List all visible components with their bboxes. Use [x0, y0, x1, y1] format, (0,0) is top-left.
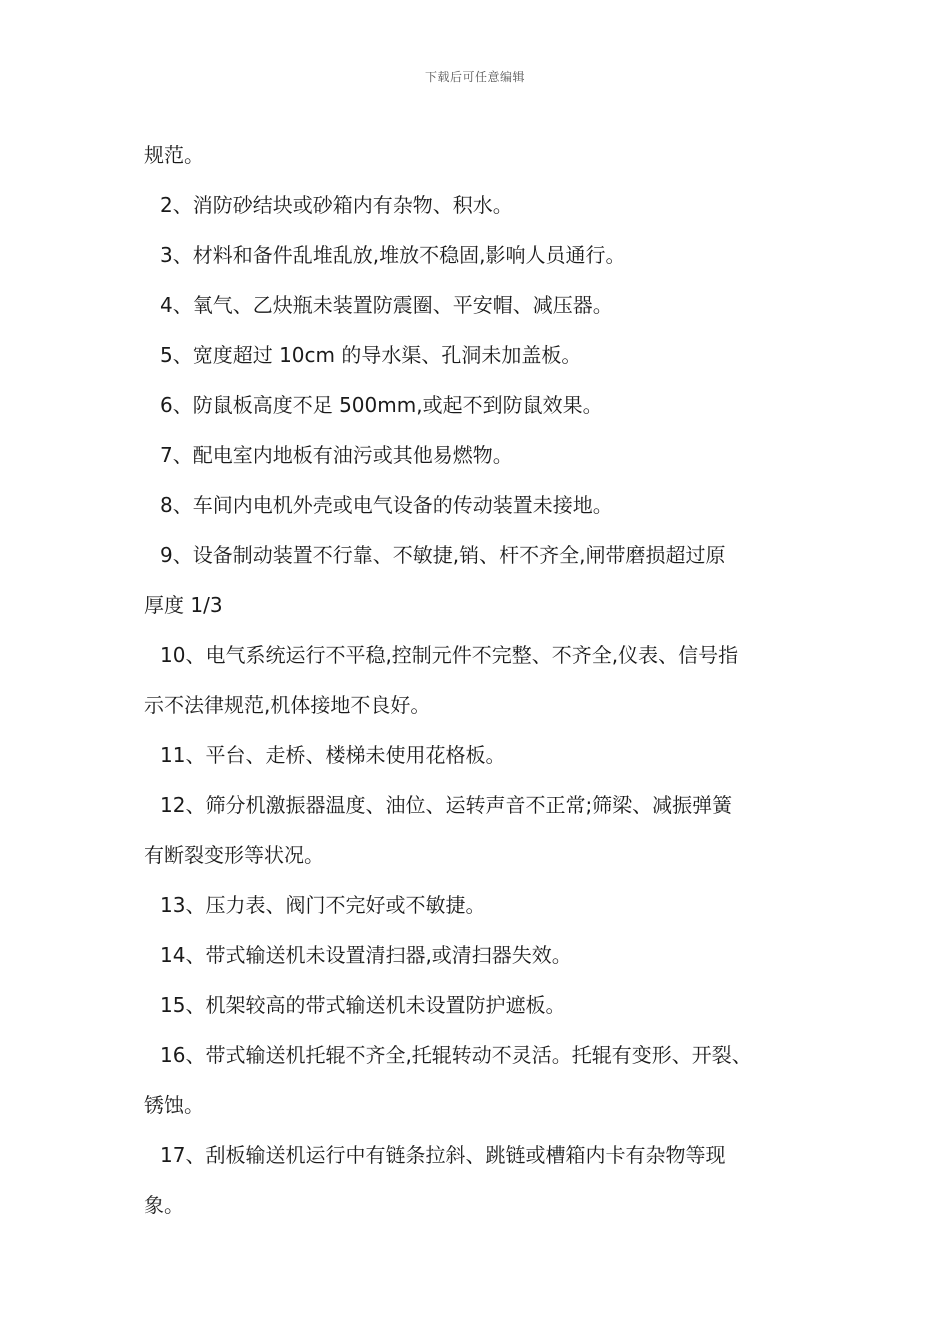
text-line: 规范。 [144, 143, 204, 167]
text-line: 15、机架较高的带式输送机未设置防护遮板。 [160, 993, 566, 1017]
text-line: 象。 [144, 1193, 184, 1217]
text-line: 14、带式输送机未设置清扫器,或清扫器失效。 [160, 943, 572, 967]
text-line: 5、宽度超过 10cm 的导水渠、孔洞未加盖板。 [160, 343, 582, 367]
text-line: 示不法律规范,机体接地不良好。 [144, 693, 431, 717]
text-line: 4、氧气、乙炔瓶未装置防震圈、平安帽、减压器。 [160, 293, 613, 317]
text-line: 3、材料和备件乱堆乱放,堆放不稳固,影响人员通行。 [160, 243, 626, 267]
text-line: 8、车间内电机外壳或电气设备的传动装置未接地。 [160, 493, 613, 517]
text-line: 13、压力表、阀门不完好或不敏捷。 [160, 893, 486, 917]
text-line: 有断裂变形等状况。 [144, 843, 324, 867]
text-line: 16、带式输送机托辊不齐全,托辊转动不灵活。托辊有变形、开裂、 [160, 1043, 752, 1067]
text-line: 2、消防砂结块或砂箱内有杂物、积水。 [160, 193, 513, 217]
text-line: 10、电气系统运行不平稳,控制元件不完整、不齐全,仪表、信号指 [160, 643, 739, 667]
page-header: 下载后可任意编辑 [424, 70, 525, 84]
text-line: 17、刮板输送机运行中有链条拉斜、跳链或槽箱内卡有杂物等现 [160, 1143, 726, 1167]
document-body [144, 130, 824, 1230]
text-line: 11、平台、走桥、楼梯未使用花格板。 [160, 743, 506, 767]
text-line: 7、配电室内地板有油污或其他易燃物。 [160, 443, 513, 467]
text-line: 锈蚀。 [144, 1093, 204, 1117]
text-line: 厚度 1/3 [144, 593, 223, 617]
text-line: 12、筛分机激振器温度、油位、运转声音不正常;筛梁、减振弹簧 [160, 793, 733, 817]
text-line: 6、防鼠板高度不足 500mm,或起不到防鼠效果。 [160, 393, 603, 417]
text-line: 9、设备制动装置不行靠、不敏捷,销、杆不齐全,闸带磨损超过原 [160, 543, 726, 567]
